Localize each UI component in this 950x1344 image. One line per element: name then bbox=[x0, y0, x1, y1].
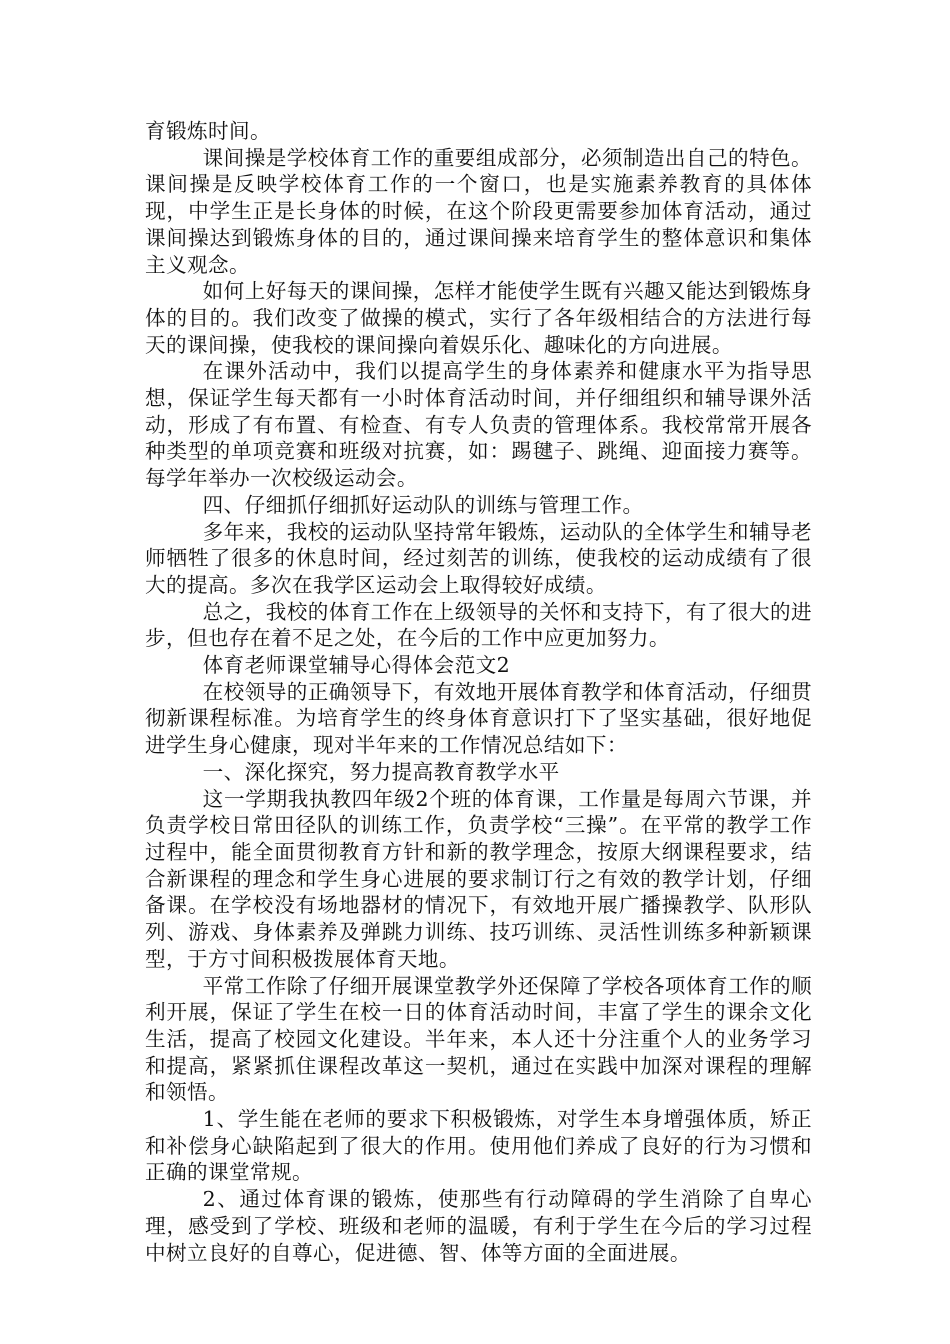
paragraph-teaching-work: 这一学期我执教四年级2个班的体育课，工作量是每周六节课，并负责学校日常田径队的训练工作，负责学校“三操”。在平常的教学工作过程中，能全面贯彻教育方针和新的教学理念，按原大纲课程要求，结合新课程的理念和学生身心进展的要求制订行之有效的教学计划，仔细备课。在学校没有场地器材的情况下，有效地开展广播操教学、队形队列、游戏、身体素养及弹跳力训练、技巧训练、灵活性训练多种新颖课型，于方寸间积极拨展体育天地。 bbox=[145, 786, 812, 971]
paragraph-conclusion: 总之，我校的体育工作在上级领导的关怀和支持下，有了很大的进步，但也存在着不足之处，在今后的工作中应更加努力。 bbox=[145, 599, 812, 651]
paragraph-exercise-method: 如何上好每天的课间操，怎样才能使学生既有兴趣又能达到锻炼身体的目的。我们改变了做操的模式，实行了各年级相结合的方法进行每天的课间操，使我校的课间操向着娱乐化、趣味化的方向进展。 bbox=[145, 279, 812, 357]
document-page bbox=[145, 118, 812, 1266]
paragraph-morning-exercise: 课间操是学校体育工作的重要组成部分，必须制造出自己的特色。课间操是反映学校体育工作的一个窗口，也是实施素养教育的具体体现，中学生正是长身体的时候，在这个阶段更需要参加体育活动，通过课间操达到锻炼身体的目的，通过课间操来培育学生的整体意识和集体主义观念。 bbox=[145, 145, 812, 277]
paragraph-continuation: 育锻炼时间。 bbox=[145, 119, 271, 143]
list-item-2: 2、通过体育课的锻炼，使那些有行动障碍的学生消除了自卑心理，感受到了学校、班级和老师的温暖，有利于学生在今后的学习过程中树立良好的自尊心，促进德、智、体等方面的全面进展。 bbox=[145, 1187, 812, 1265]
paragraph-sports-team: 多年来，我校的运动队坚持常年锻炼，运动队的全体学生和辅导老师牺牲了很多的休息时间，经过刻苦的训练，使我校的运动成绩有了很大的提高。多次在我学区运动会上取得较好成绩。 bbox=[145, 519, 812, 597]
essay-title-2: 体育老师课堂辅导心得体会范文2 bbox=[202, 653, 511, 678]
section-heading-teaching-level: 一、深化探究，努力提高教育教学水平 bbox=[202, 759, 560, 784]
paragraph-extracurricular: 在课外活动中，我们以提高学生的身体素养和健康水平为指导思想，保证学生每天都有一小时体育活动时间，并仔细组织和辅导课外活动，形成了有布置、有检查、有专人负责的管理体系。我校常常开展各种类型的单项竞赛和班级对抗赛，如：踢毽子、跳绳、迎面接力赛等。每学年举办一次校级运动会。 bbox=[145, 359, 812, 491]
section-heading-sports-team: 四、仔细抓仔细抓好运动队的训练与管理工作。 bbox=[202, 492, 644, 517]
list-item-1: 1、学生能在老师的要求下积极锻炼，对学生本身增强体质，矫正和补偿身心缺陷起到了很大的作用。使用他们养成了良好的行为习惯和正确的课堂常规。 bbox=[145, 1107, 812, 1185]
paragraph-intro-2: 在校领导的正确领导下，有效地开展体育教学和体育活动，仔细贯彻新课程标准。为培育学生的终身体育意识打下了坚实基础，很好地促进学生身心健康，现对半年来的工作情况总结如下： bbox=[145, 679, 812, 758]
paragraph-daily-work: 平常工作除了仔细开展课堂教学外还保障了学校各项体育工作的顺利开展，保证了学生在校一日的体育活动时间，丰富了学生的课余文化生活，提高了校园文化建设。半年来，本人还十分注重个人的业务学习和提高，紧紧抓住课程改革这一契机，通过在实践中加深对课程的理解和领悟。 bbox=[145, 973, 812, 1105]
